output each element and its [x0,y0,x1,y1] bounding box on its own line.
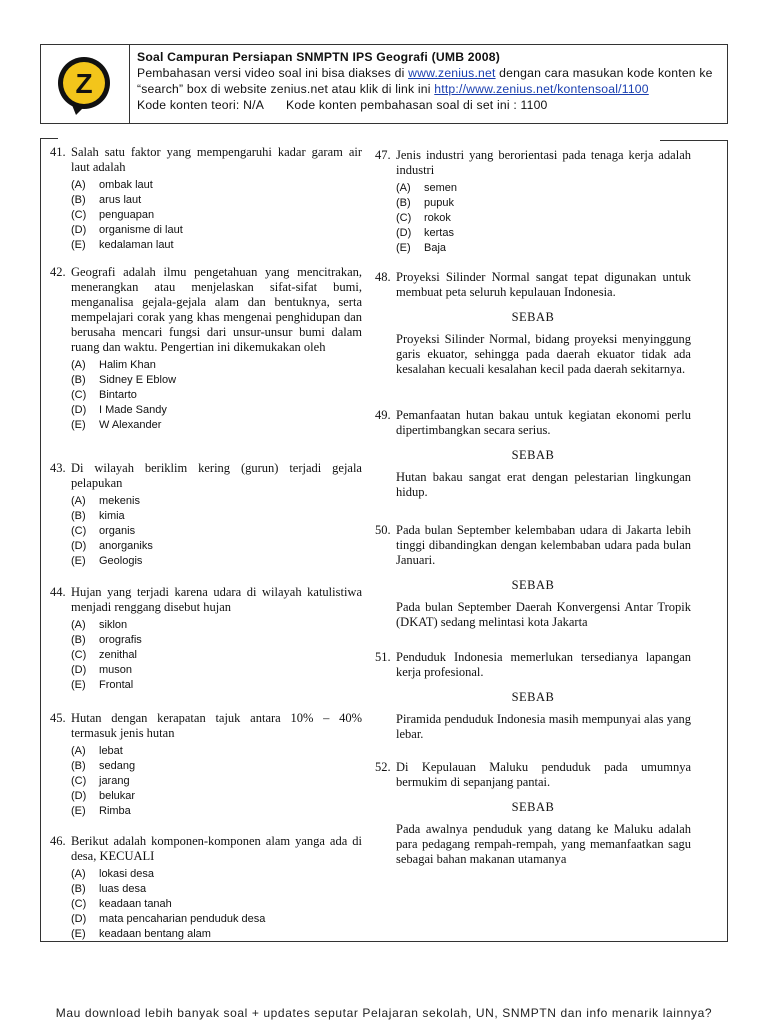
option-a: (A) lebat [71,745,123,757]
option-c: (C) jarang [71,775,130,787]
sebab-label: SEBAB [511,800,555,814]
option-list [396,181,691,256]
option-e: (E) Frontal [71,679,134,691]
kode-teori: Kode konten teori: N/A [137,98,265,112]
question-text: Hujan yang terjadi karena udara di wilayah katulistiwa menjadi renggang disebut hujan [71,585,362,614]
option-e: (E) Rimba [71,805,131,817]
question-45 [50,711,362,819]
option-list [71,867,362,942]
option-c: (C) keadaan tanah [71,898,172,910]
question-number: 46. [50,834,66,848]
question-44 [50,585,362,693]
option-b: (B) kimia [71,510,125,522]
question-50 [375,523,691,630]
header-line-1-pre: Pembahasan versi video soal ini bisa diakses di [137,66,409,80]
option-b: (B) luas desa [71,883,147,895]
question-text: Jenis industri yang berorientasi pada tenaga kerja adalah industri [396,148,691,177]
option-list [71,494,362,569]
reason-text: Proyeksi Silinder Normal, bidang proyeksi menyinggung garis ekuator, sehingga pada daerah ekuator tidak ada kesalahan kecuali kesalahan kecil pada daerah sekitarnya. [396,332,691,376]
footer-promo-text: Mau download lebih banyak soal + updates seputar Pelajaran sekolah, UN, SNMPTN dan info menarik lainnya? [55,1006,713,1020]
kontensoal-link[interactable]: http://www.zenius.net/kontensoal/1100 [434,82,649,96]
option-c: (C) penguapan [71,209,155,221]
header-text [137,49,721,113]
option-list [71,618,362,693]
reason-text: Pada bulan September Daerah Konvergensi Antar Tropik (DKAT) sedang melintasi kota Jakarta [396,600,691,629]
question-number: 43. [50,461,66,475]
header-box [40,44,728,124]
question-48 [375,270,691,377]
header-line-2 [137,81,721,97]
option-d: (D) I Made Sandy [71,404,167,416]
logo-cell [41,45,130,123]
question-number: 52. [375,760,391,774]
option-e: (E) Baja [396,242,447,254]
question-43 [50,461,362,569]
question-number: 41. [50,145,66,159]
question-text: Di Kepulauan Maluku penduduk pada umumnya bermukim di sepanjang pantai. [396,760,691,789]
option-d: (D) anorganiks [71,540,153,552]
frame-top-right [660,140,728,141]
sebab-label: SEBAB [511,310,555,324]
question-41 [50,145,362,253]
question-46 [50,834,362,942]
sebab-label: SEBAB [511,690,555,704]
option-e: (E) Geologis [71,555,143,567]
option-c: (C) zenithal [71,649,137,661]
option-d: (D) kertas [396,227,454,239]
question-number: 51. [375,650,391,664]
question-number: 42. [50,265,66,279]
question-52 [375,760,691,867]
question-text: Proyeksi Silinder Normal sangat tepat digunakan untuk membuat peta seluruh kepulauan Indonesia. [396,270,691,299]
question-number: 45. [50,711,66,725]
option-e: (E) W Alexander [71,419,162,431]
question-49 [375,408,691,500]
document-title: Soal Campuran Persiapan SNMPTN IPS Geografi (UMB 2008) [137,50,500,64]
option-list [71,178,362,253]
option-c: (C) Bintarto [71,389,137,401]
frame-left [40,138,41,941]
option-e: (E) kedalaman laut [71,239,174,251]
question-number: 48. [375,270,391,284]
kode-pembahasan: Kode konten pembahasan soal di set ini : 1100 [286,98,548,112]
option-d: (D) organisme di laut [71,224,183,236]
header-line-1 [137,65,721,81]
reason-text: Piramida penduduk Indonesia masih mempunyai alas yang lebar. [396,712,691,741]
question-number: 44. [50,585,66,599]
question-47 [375,148,691,256]
option-b: (B) sedang [71,760,136,772]
frame-right [727,140,728,941]
question-number: 50. [375,523,391,537]
option-d: (D) belukar [71,790,136,802]
question-text: Salah satu faktor yang mempengaruhi kadar garam air laut adalah [71,145,362,174]
option-e: (E) keadaan bentang alam [71,928,211,940]
option-list [71,358,362,433]
reason-text: Pada awalnya penduduk yang datang ke Maluku adalah para pedagang rempah-rempah, yang memanfaatkan sagu sebagai bahan makanan utamanya [396,822,691,866]
question-number: 49. [375,408,391,422]
option-b: (B) Sidney E Eblow [71,374,177,386]
option-d: (D) muson [71,664,133,676]
option-b: (B) pupuk [396,197,454,209]
question-number: 47. [375,148,391,162]
question-text: Berikut adalah komponen-komponen alam yanga ada di desa, KECUALI [71,834,362,863]
option-list [71,744,362,819]
frame-top-left [40,138,58,139]
question-text: Penduduk Indonesia memerlukan tersedianya lapangan kerja profesional. [396,650,691,679]
zenius-site-link[interactable]: www.zenius.net [408,66,496,80]
question-text: Hutan dengan kerapatan tajuk antara 10% – 40% termasuk jenis hutan [71,711,362,740]
question-42 [50,265,362,433]
option-a: (A) ombak laut [71,179,153,191]
sebab-label: SEBAB [511,448,555,462]
option-a: (A) lokasi desa [71,868,155,880]
question-text: Pemanfaatan hutan bakau untuk kegiatan ekonomi perlu dipertimbangkan secara serius. [396,408,691,437]
header-codes [137,97,721,113]
logo-letter: Z [75,68,93,99]
header-line-2-pre: “search” box di website zenius.net atau klik di link ini [137,82,435,96]
option-a: (A) mekenis [71,495,140,507]
sebab-label: SEBAB [511,578,555,592]
header-line-1-post: dengan cara masukan kode konten ke [495,66,713,80]
option-b: (B) orografis [71,634,142,646]
option-d: (D) mata pencaharian penduduk desa [71,913,266,925]
question-51 [375,650,691,742]
question-text: Geografi adalah ilmu pengetahuan yang mencitrakan, menerangkan atau menjelaskan sifat-sifat bumi, menganalisa gejala-gejala alam dan bentuknya, serta mempelajari corak yang khas mengenai penghidupan dan berusaha mencari fungsi dari unsur-unsur bumi dalam ruang dan waktu. Pengertian ini dikemukakan oleh [71,265,362,354]
reason-text: Hutan bakau sangat erat dengan pelestarian lingkungan hidup. [396,470,691,499]
zenius-logo-icon [54,55,114,115]
question-text: Di wilayah beriklim kering (gurun) terjadi gejala pelapukan [71,461,362,490]
question-text: Pada bulan September kelembaban udara di Jakarta lebih tinggi dibandingkan dengan kelembaban udara pada bulan Januari. [396,523,691,567]
option-a: (A) Halim Khan [71,359,156,371]
option-c: (C) organis [71,525,136,537]
option-a: (A) semen [396,182,458,194]
option-b: (B) arus laut [71,194,142,206]
option-c: (C) rokok [396,212,451,224]
option-a: (A) siklon [71,619,128,631]
